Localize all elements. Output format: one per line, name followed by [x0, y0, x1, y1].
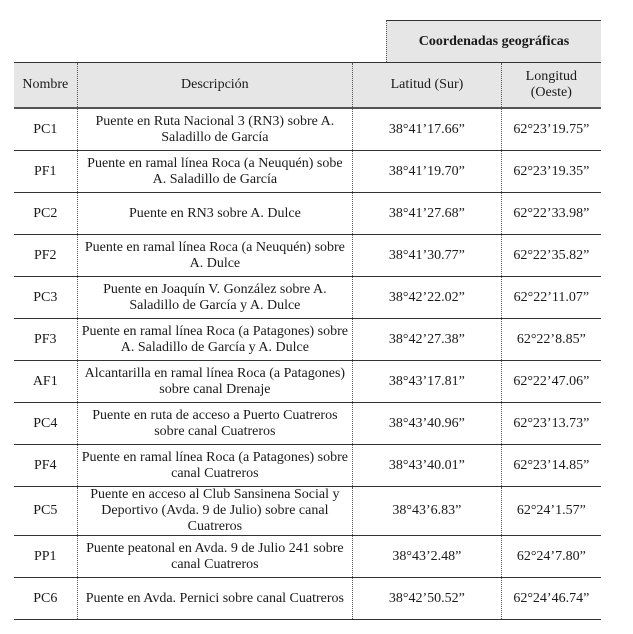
table-row — [14, 536, 601, 578]
cell-description: Puente en ramal línea Roca (a Neuquén) sobe A. Saladillo de García — [77, 151, 353, 193]
cell-description: Puente en RN3 sobre A. Dulce — [77, 193, 353, 235]
cell-name: PC6 — [33, 590, 58, 606]
header-name: Nombre — [14, 63, 77, 109]
cell-latitude: 38°43’2.48” — [353, 536, 501, 578]
group-header-coordinates: Coordenadas geográficas — [386, 20, 601, 62]
cell-name: PC5 — [33, 503, 58, 518]
cell-latitude: 38°42’50.52” — [353, 578, 501, 620]
cell-longitude: 62°22’47.06” — [501, 361, 601, 403]
cell-longitude: 62°22’8.85” — [501, 319, 601, 361]
cell-name: PF1 — [33, 163, 57, 179]
cell-longitude: 62°23’14.85” — [501, 445, 601, 487]
cell-description: Puente en acceso al Club Sansinena Social y Deportivo (Avda. 9 de Julio) sobre canal Cuatreros — [77, 487, 353, 536]
cell-longitude: 62°23’13.73” — [501, 403, 601, 445]
header-row — [14, 63, 601, 109]
cell-latitude: 38°43’40.96” — [353, 403, 501, 445]
table-row — [14, 193, 601, 235]
cell-latitude: 38°42’22.02” — [353, 277, 501, 319]
cell-name: PC4 — [33, 415, 58, 431]
cell-latitude: 38°41’30.77” — [353, 235, 501, 277]
cell-latitude: 38°43’40.01” — [353, 445, 501, 487]
cell-description: Puente en ramal línea Roca (a Neuquén) sobre A. Dulce — [77, 235, 353, 277]
cell-longitude: 62°22’11.07” — [501, 277, 601, 319]
cell-longitude: 62°22’33.98” — [501, 193, 601, 235]
header-longitude: Longitud (Oeste) — [501, 63, 601, 109]
cell-name: PF4 — [33, 457, 57, 473]
cell-longitude: 62°23’19.35” — [501, 151, 601, 193]
cell-latitude: 38°43’17.81” — [353, 361, 501, 403]
table-row — [14, 361, 601, 403]
table-row — [14, 235, 601, 277]
header-description: Descripción — [77, 63, 353, 109]
cell-description: Puente en Ruta Nacional 3 (RN3) sobre A. Saladillo de García — [77, 108, 353, 151]
cell-description: Puente en Joaquín V. González sobre A. Saladillo de García y A. Dulce — [77, 277, 353, 319]
header-latitude: Latitud (Sur) — [353, 63, 501, 109]
table-row — [14, 277, 601, 319]
cell-description: Puente en ramal línea Roca (a Patagones) sobre A. Saladillo de García y A. Dulce — [77, 319, 353, 361]
cell-description: Alcantarilla en ramal línea Roca (a Patagones) sobre canal Drenaje — [77, 361, 353, 403]
table-row — [14, 151, 601, 193]
table-row — [14, 445, 601, 487]
cell-longitude: 62°24’1.57” — [501, 487, 601, 536]
cell-name: AF1 — [32, 373, 58, 389]
cell-name: PF3 — [33, 331, 57, 347]
cell-name: PP1 — [33, 548, 57, 564]
table-row — [14, 403, 601, 445]
cell-latitude: 38°41’27.68” — [353, 193, 501, 235]
cell-description: Puente en ramal línea Roca (a Patagones) sobre canal Cuatreros — [77, 445, 353, 487]
table-row — [14, 487, 601, 536]
cell-longitude: 62°22’35.82” — [501, 235, 601, 277]
cell-longitude: 62°23’19.75” — [501, 108, 601, 151]
cell-name: PC1 — [33, 121, 58, 137]
cell-description: Puente en Avda. Pernici sobre canal Cuatreros — [77, 578, 353, 620]
bridges-table — [14, 62, 601, 620]
cell-latitude: 38°43’6.83” — [353, 487, 501, 536]
table-row — [14, 578, 601, 620]
cell-name: PC2 — [33, 205, 58, 221]
cell-longitude: 62°24’7.80” — [501, 536, 601, 578]
cell-latitude: 38°41’17.66” — [353, 108, 501, 151]
cell-description: Puente peatonal en Avda. 9 de Julio 241 sobre canal Cuatreros — [77, 536, 353, 578]
cell-name: PC3 — [33, 289, 58, 305]
cell-longitude: 62°24’46.74” — [501, 578, 601, 620]
cell-description: Puente en ruta de acceso a Puerto Cuatreros sobre canal Cuatreros — [77, 403, 353, 445]
table-row — [14, 319, 601, 361]
cell-latitude: 38°42’27.38” — [353, 319, 501, 361]
cell-name: PF2 — [33, 247, 57, 263]
cell-latitude: 38°41’19.70” — [353, 151, 501, 193]
table-row — [14, 108, 601, 151]
